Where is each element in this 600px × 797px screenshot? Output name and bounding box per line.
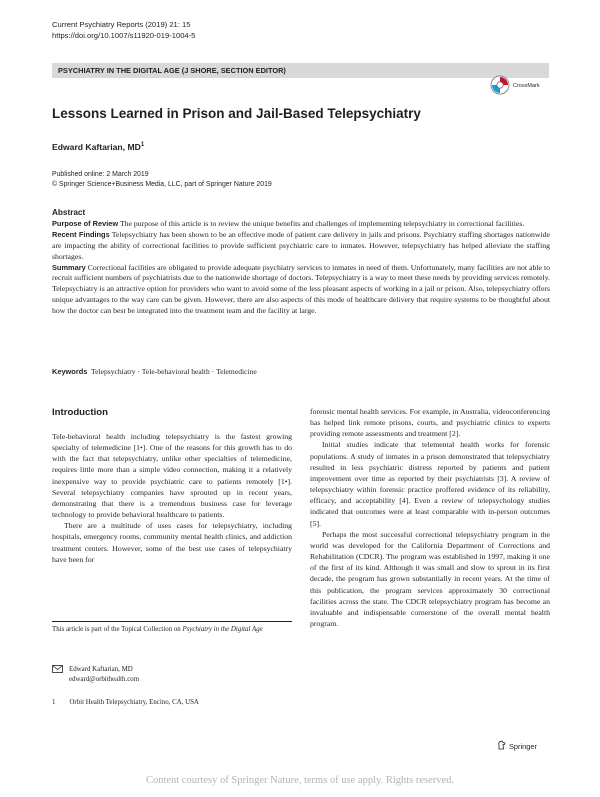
right-column — [310, 406, 550, 629]
topical-collection-link[interactable]: Psychiatry in the Digital Age — [182, 626, 263, 633]
contact-name: Edward Kaftarian, MD — [69, 666, 133, 673]
paragraph: Tele-behavioral health including telepsychiatry is the fastest growing specialty of telemedicine [1•]. One of the reasons for this growth has to do with the fact that telepsychiatry, unlike other specialties of telemedicine, requires little more than a simple video connection, making it a relatively inexpensive way to provide psychiatric care to patients remotely [1•]. Several telepsychiatry companies have sprouted up in recent years, demonstrating that there is a tremendous business case for leverage technology to provide behavioral healthcare to patients. — [52, 432, 292, 520]
keywords-line — [52, 367, 257, 376]
envelope-icon — [52, 665, 63, 684]
abstract-findings — [52, 230, 550, 263]
abstract-block — [52, 208, 550, 317]
keywords-text: Telepsychiatry · Tele-behavioral health · Telemedicine — [91, 367, 257, 376]
left-column — [52, 431, 292, 565]
springer-horse-icon — [497, 740, 506, 752]
author-name[interactable]: Edward Kaftarian, MD — [52, 142, 141, 152]
summary-label: Summary — [52, 262, 86, 272]
journal-header — [52, 20, 195, 41]
section-banner: PSYCHIATRY IN THE DIGITAL AGE (J SHORE, SECTION EDITOR) — [52, 63, 549, 78]
crossmark-badge[interactable] — [490, 75, 540, 97]
contact-email[interactable]: edward@orbithealth.com — [69, 675, 140, 683]
abstract-purpose — [52, 219, 550, 230]
doi-link[interactable]: https://doi.org/10.1007/s11920-019-1004-5 — [52, 30, 196, 40]
courtesy-notice: Content courtesy of Springer Nature, terms of use apply. Rights reserved. — [145, 775, 455, 786]
summary-text: Correctional facilities are obligated to provide adequate psychiatry services to inmates in need of them. Unfortunately, many facilities are not able to recruit sufficient numbers of psychiatrists due to the nationwide shortage of doctors. Telepsychiatry is a way to meet these needs by providing services remotely. Telepsychiatry is an attractive option for providers who want to avoid some of the less pleasant aspects of working in a jail or prison. Also, telepsychiatry offers unique advantages to the way care can be given. However, there are also aspects of this mode of healthcare delivery that require systems to be thoughtful about how the doctor can best be integrated into the treatment team and the facility at large. — [52, 262, 550, 316]
author-line — [52, 142, 144, 152]
published-date: Published online: 2 March 2019 — [52, 171, 149, 178]
abstract-summary — [52, 263, 550, 318]
article-title: Lessons Learned in Prison and Jail-Based Telepsychiatry — [52, 106, 421, 121]
journal-citation: Current Psychiatry Reports (2019) 21: 15 — [52, 20, 191, 29]
findings-label: Recent Findings — [52, 229, 110, 239]
keywords-label: Keywords — [52, 367, 88, 376]
purpose-label: Purpose of Review — [52, 218, 119, 228]
publisher-name: Springer — [509, 741, 537, 751]
findings-text: Telepsychiatry has been shown to be an effective mode of patient care delivery in jails and prisons. Psychiatry staffing shortages nationwide are impacting the ability of correctional facilities to provide sufficient psychiatric care to inmates. However, telepsychiatry has helped alleviate the staffing shortages. — [52, 229, 550, 261]
publication-info — [52, 170, 272, 189]
affiliation-number: 1 — [52, 699, 56, 706]
affiliation-text: Orbit Health Telepsychiatry, Encino, CA, USA — [69, 699, 199, 706]
affiliation — [52, 699, 199, 706]
footnote-divider — [52, 621, 292, 622]
author-affil-marker: 1 — [140, 142, 145, 149]
introduction-heading: Introduction — [52, 407, 108, 418]
paragraph: There are a multitude of uses cases for telepsychiatry, including hospitals, emergency rooms, community mental health clinics, and addiction treatment centers. However, some of the best use cases of telepsychiatry have been for — [52, 521, 292, 564]
purpose-text: The purpose of this article is to review the unique benefits and challenges of implementing telepsychiatry in correctional facilities. — [119, 218, 525, 228]
publisher-logo — [497, 740, 537, 752]
paragraph: forensic mental health services. For example, in Australia, videoconferencing has helped link remote prisons, courts, and psychiatric clinics to experts providing remote assessments and treatment [2]. — [310, 407, 550, 439]
topical-collection-note — [52, 625, 292, 635]
crossmark-label: CrossMark — [513, 83, 540, 89]
paragraph: Initial studies indicate that telemental health works for forensic populations. A study of inmates in a prison demonstrated that telepsychiatry resulted in less psychiatric distress reported by patients and patient improvement over time as reported by their psychiatrists [3]. A review of telepsychiatry within forensic practice proffered evidence of its reliability, efficacy, and acceptability [4]. Even a review of telepsychology studies indicated that outcomes were at least comparable with in-person outcomes [5]. — [310, 440, 550, 528]
topical-prefix: This article is part of the Topical Collection on — [52, 626, 183, 633]
paragraph: Perhaps the most successful correctional telepsychiatry program in the world was developed for the California Department of Corrections and Rehabilitation (CDCR). The program was established in 1997, making it one of the first of its kind. Although it was small and slow to sprout in its first decade, the program has grown substantially in recent years. At the time of this publication, the program services approximately 30 correctional facilities across the state. The CDCR telepsychiatry program has become an invaluable and indispensable cornerstone of the overall mental health program. — [310, 529, 550, 628]
copyright-line: © Springer Science+Business Media, LLC, part of Springer Nature 2019 — [52, 180, 272, 188]
crossmark-icon — [490, 75, 510, 97]
corresponding-author — [52, 665, 139, 684]
abstract-heading: Abstract — [52, 208, 86, 217]
